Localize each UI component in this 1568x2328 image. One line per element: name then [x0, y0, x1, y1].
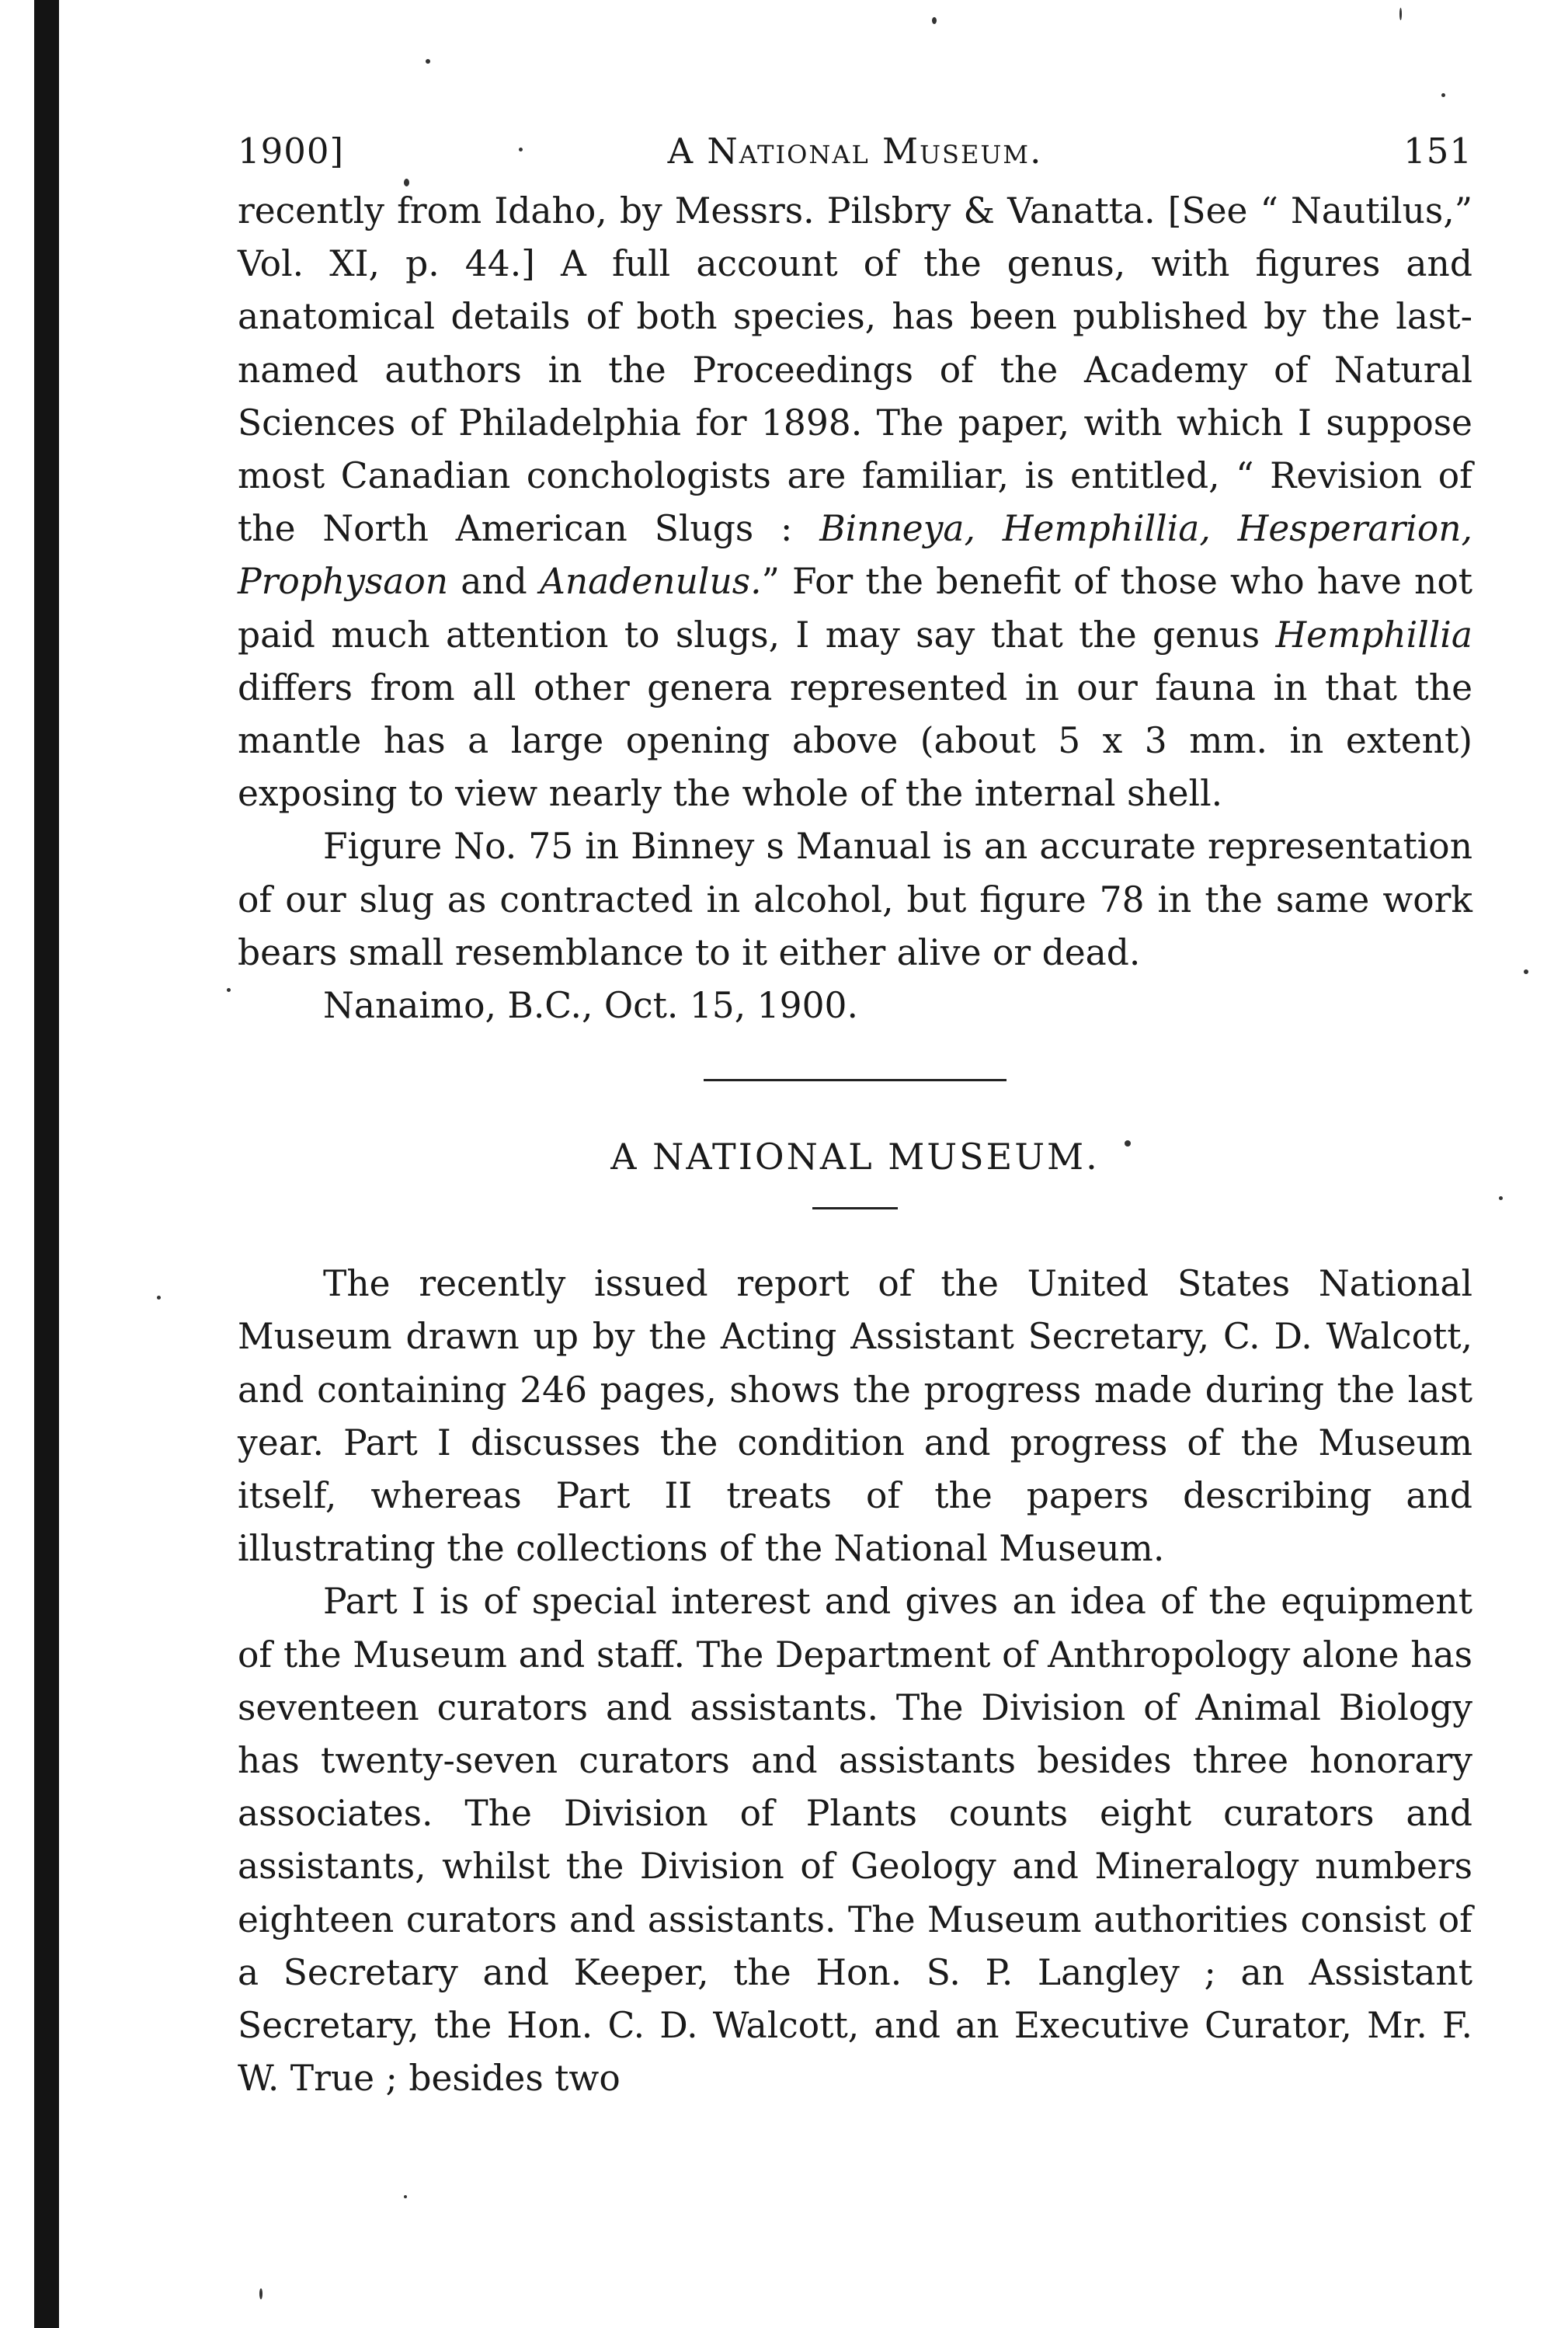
section-title: A NATIONAL MUSEUM.	[610, 1136, 1100, 1178]
dateline-signoff: Nanaimo, B.C., Oct. 15, 1900.	[323, 985, 858, 1027]
genus-hemphillia-italic: Hemphillia	[1275, 614, 1472, 656]
text-run: differs from all other genera represented in our fauna in that the mantle has a large opening above (about 5 x 3 mm. in extent) exposing to view nearly the whole of the internal shell.	[238, 666, 1472, 815]
paragraph-staff-details: Part I is of special interest and gives an idea of the equipment of the Museum and staff. The Department of Anthropology alone has seventeen curators and assistants. The Division of Animal Biology has twenty-seven curators and assistants besides three honorary associates. The Division of Plants counts eight curators and assistants, whilst the Division of Geology and Mineralogy numbers eighteen curators and assistants. The Museum authorities consist of a Secretary and Keeper, the Hon. S. P. Langley ; an Assistant Secretary, the Hon. C. D. Walcott, and an Executive Curator, Mr. F. W. True ; besides two	[238, 1581, 1472, 2100]
text-run: ” For the benefit of those who have not paid much attention to slugs, I may say that the genus	[238, 561, 1472, 656]
text-run: and	[448, 561, 540, 603]
running-head	[238, 130, 1472, 185]
article-national-museum	[238, 1258, 1472, 2105]
text-run: recently from Idaho, by Messrs. Pilsbry & Vanatta. [See “ Nautilus,” Vol. XI, p. 44.] A full account of the genus, with figures and anatomical details of both species, has been published by the last-named authors in the Proceedings of the Academy of Natural Sciences of Philadelphia for 1898. The paper, with which I suppose most Canadian conchologists are familiar, is entitled, “ Revision of the North American Slugs :	[238, 190, 1472, 550]
article-continuation	[238, 185, 1472, 1032]
running-head-title: A National Museum.	[667, 130, 1043, 172]
paragraph-binney-manual: Figure No. 75 in Binney s Manual is an accurate representation of our slug as contracted in alcohol, but figure 78 in the same work bears small resemblance to it either alive or dead.	[238, 826, 1472, 973]
running-head-year: 1900]	[238, 130, 345, 172]
genus-anadenulus-italic: Anadenulus.	[539, 561, 762, 603]
book-page	[238, 130, 1472, 2106]
section-divider-rule	[704, 1079, 1007, 1081]
page-number: 151	[1403, 130, 1472, 172]
title-underline-rule	[812, 1207, 898, 1209]
paragraph-slug-description	[238, 185, 1472, 820]
paragraph-report-intro: The recently issued report of the United States National Museum drawn up by the Acting Assistant Secretary, C. D. Walcott, and containing 246 pages, shows the progress made during the last year. Part I discusses the condition and progress of the Museum itself, whereas Part II treats of the papers describing and illustrating the collections of the National Museum.	[238, 1263, 1472, 1570]
page-binding-edge	[34, 0, 59, 2328]
genus-list-italic: Binneya, Hemphillia, Hesperarion, Prophysaon	[238, 508, 1472, 603]
